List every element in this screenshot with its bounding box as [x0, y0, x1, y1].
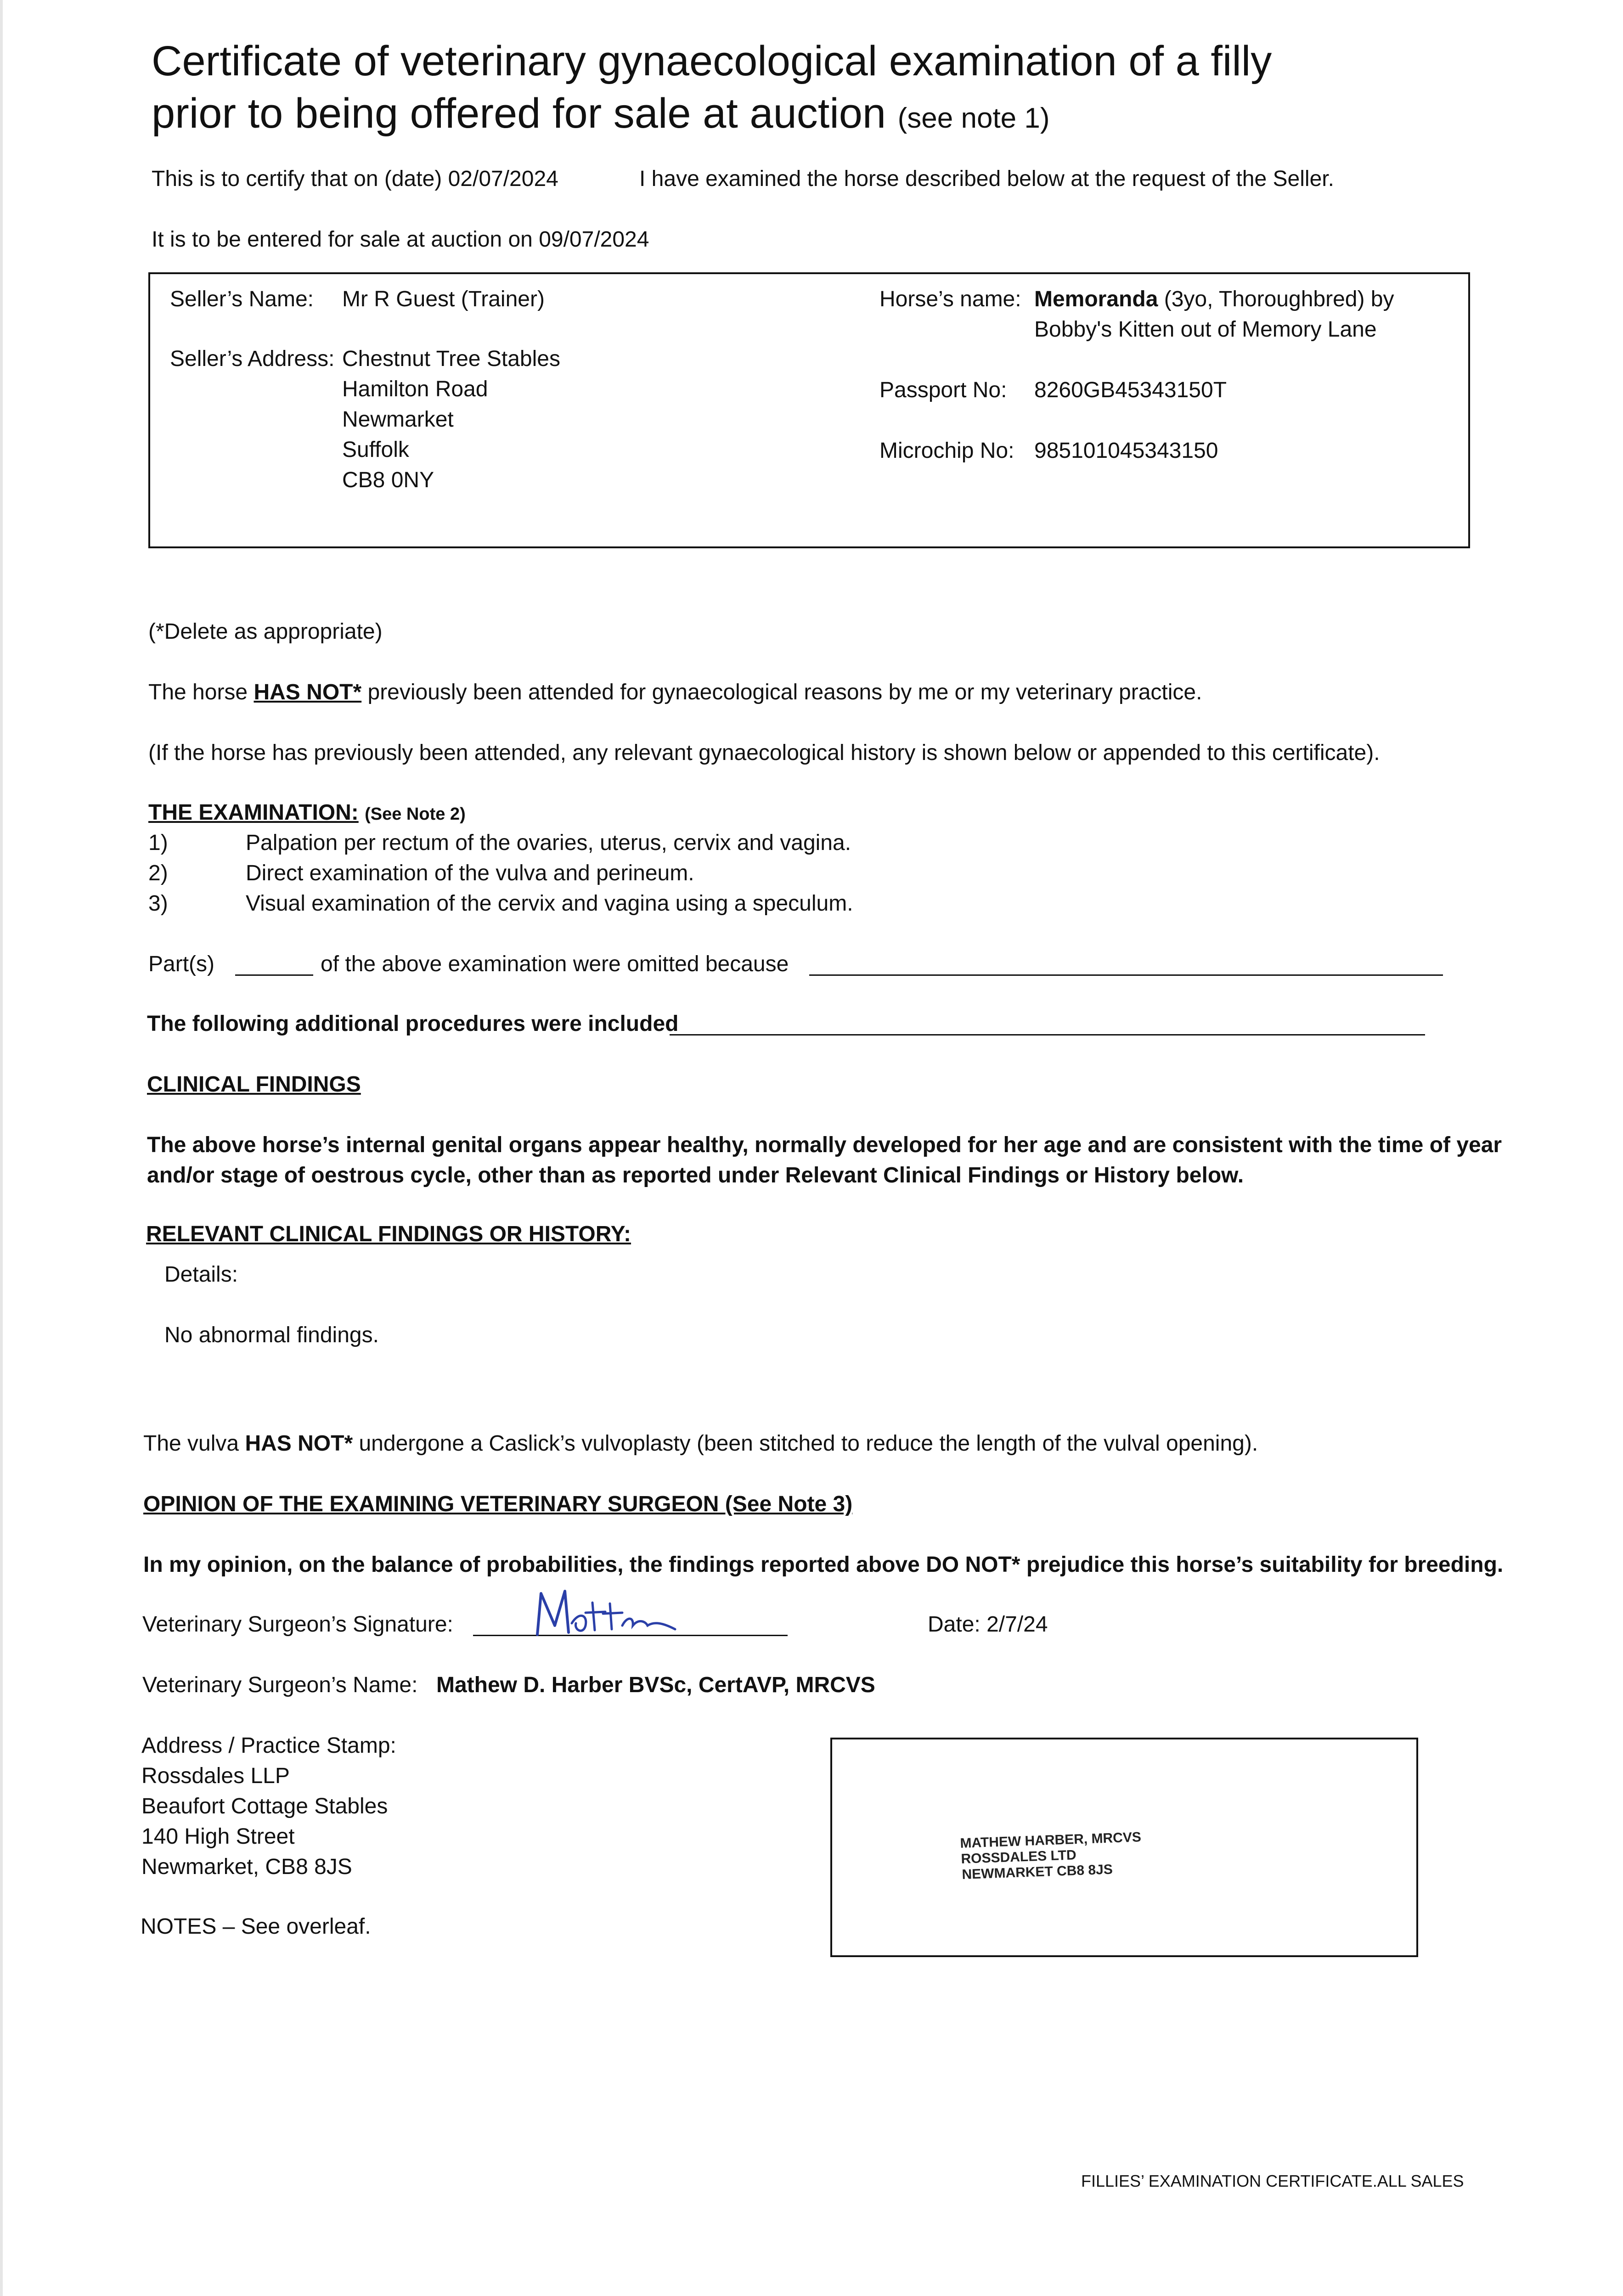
exam-item-num: 2): [148, 861, 168, 885]
horse-name-line: [1034, 285, 1394, 314]
attended-status: HAS NOT*: [254, 680, 362, 704]
signature-date-line: [928, 1610, 1048, 1639]
scan-edge: [0, 0, 3, 2296]
handwritten-signature: [528, 1580, 684, 1644]
exam-item-text: Palpation per rectum of the ovaries, uterus, cervix and vagina.: [246, 831, 851, 855]
certify-line: [152, 164, 558, 194]
attended-line: [148, 678, 1202, 707]
vulva-prefix: The vulva: [143, 1431, 239, 1456]
surgeon-name: Mathew D. Harber BVSc, CertAVP, MRCVS: [436, 1673, 875, 1697]
vulva-suffix: undergone a Caslick’s vulvoplasty (been stitched to reduce the length of the vulval opening).: [359, 1431, 1258, 1456]
microchip-label: Microchip No:: [879, 439, 1014, 463]
footer-text: FILLIES’ EXAMINATION CERTIFICATE.ALL SALES: [1081, 2172, 1464, 2190]
omitted-suffix: of the above examination were omitted because: [321, 952, 789, 976]
signature-date-label: Date:: [928, 1612, 981, 1637]
practice-line: 140 High Street: [141, 1824, 295, 1849]
certify-date: 02/07/2024: [448, 167, 558, 191]
vulva-line: [143, 1429, 1258, 1458]
opinion-statement: In my opinion, on the balance of probabilities, the findings reported above DO NOT* prejudice this horse’s suitability for breeding.: [143, 1553, 1504, 1577]
stamp-line: NEWMARKET CB8 8JS: [962, 1862, 1113, 1882]
exam-item-num: 3): [148, 891, 168, 916]
attended-suffix: previously been attended for gynaecological reasons by me or my veterinary practice.: [367, 680, 1202, 704]
signature-date: 2/7/24: [986, 1612, 1048, 1637]
seller-address-line: CB8 0NY: [342, 468, 434, 492]
title-line-1: Certificate of veterinary gynaecological examination of a filly: [152, 38, 1272, 84]
examination-heading-line: [148, 798, 466, 829]
exam-item-num: 1): [148, 831, 168, 855]
title-note: (see note 1): [897, 102, 1050, 134]
horse-name-label: Horse’s name:: [879, 287, 1021, 311]
details-label: Details:: [164, 1262, 238, 1287]
exam-item-text: Direct examination of the vulva and perineum.: [246, 861, 694, 885]
microchip-number: 985101045343150: [1034, 439, 1218, 463]
details-text: No abnormal findings.: [164, 1323, 379, 1347]
seller-name-label: Seller’s Name:: [170, 287, 314, 311]
title-line-2-text: prior to being offered for sale at auction: [152, 90, 886, 137]
horse-name-detail: (3yo, Thoroughbred) by: [1164, 287, 1394, 311]
clinical-statement-line-1: The above horse’s internal genital organs appear healthy, normally developed for her age and are consistent with the time of year: [147, 1133, 1502, 1157]
omitted-prefix: Part(s): [148, 952, 214, 976]
clinical-heading: CLINICAL FINDINGS: [147, 1072, 361, 1097]
passport-number: 8260GB45343150T: [1034, 378, 1227, 402]
passport-label: Passport No:: [879, 378, 1007, 402]
additional-procedures-label: The following additional procedures were included: [147, 1012, 679, 1036]
attended-prefix: The horse: [148, 680, 248, 704]
omitted-reason-field[interactable]: [809, 974, 1443, 976]
seller-address-line: Hamilton Road: [342, 377, 488, 401]
seller-address-line: Newmarket: [342, 407, 454, 432]
examination-heading-note: (See Note 2): [365, 805, 466, 824]
practice-line: Newmarket, CB8 8JS: [141, 1855, 352, 1879]
stamp-line: MATHEW HARBER, MRCVS: [960, 1829, 1142, 1851]
seller-address-line: Chestnut Tree Stables: [342, 347, 560, 371]
practice-stamp-box: [830, 1738, 1418, 1957]
relevant-heading: RELEVANT CLINICAL FINDINGS OR HISTORY:: [146, 1222, 631, 1246]
history-note: (If the horse has previously been attended, any relevant gynaecological history is shown below or appended to this certificate).: [148, 741, 1380, 765]
auction-prefix: It is to be entered for sale at auction on: [152, 227, 533, 252]
practice-line: Beaufort Cottage Stables: [141, 1794, 388, 1818]
seller-address-line: Suffolk: [342, 438, 409, 462]
auction-date: 09/07/2024: [539, 227, 649, 252]
title-line-2: [152, 88, 1050, 144]
exam-item-text: Visual examination of the cervix and vagina using a speculum.: [246, 891, 853, 916]
signature-label: Veterinary Surgeon’s Signature:: [142, 1612, 453, 1637]
practice-label: Address / Practice Stamp:: [141, 1733, 396, 1758]
auction-line: [152, 225, 649, 254]
seller-name: Mr R Guest (Trainer): [342, 287, 545, 311]
examination-heading: THE EXAMINATION:: [148, 800, 359, 825]
stamp-line: ROSSDALES LTD: [961, 1847, 1077, 1867]
omitted-parts-field[interactable]: [235, 974, 313, 976]
clinical-statement-line-2: and/or stage of oestrous cycle, other than as reported under Relevant Clinical Findings or History below.: [147, 1163, 1244, 1187]
seller-address-label: Seller’s Address:: [170, 347, 335, 371]
horse-name: Memoranda: [1034, 287, 1158, 311]
certify-suffix: I have examined the horse described below at the request of the Seller.: [639, 167, 1334, 191]
notes-reference: NOTES – See overleaf.: [141, 1914, 371, 1939]
opinion-heading: OPINION OF THE EXAMINING VETERINARY SURGEON (See Note 3): [143, 1492, 853, 1516]
surgeon-name-label: Veterinary Surgeon’s Name:: [142, 1673, 418, 1697]
additional-procedures-field[interactable]: [670, 1034, 1425, 1035]
certify-prefix: This is to certify that on (date): [152, 167, 442, 191]
horse-breeding: Bobby's Kitten out of Memory Lane: [1034, 317, 1377, 342]
delete-note: (*Delete as appropriate): [148, 619, 383, 644]
practice-line: Rossdales LLP: [141, 1764, 290, 1788]
vulva-status: HAS NOT*: [245, 1431, 353, 1456]
